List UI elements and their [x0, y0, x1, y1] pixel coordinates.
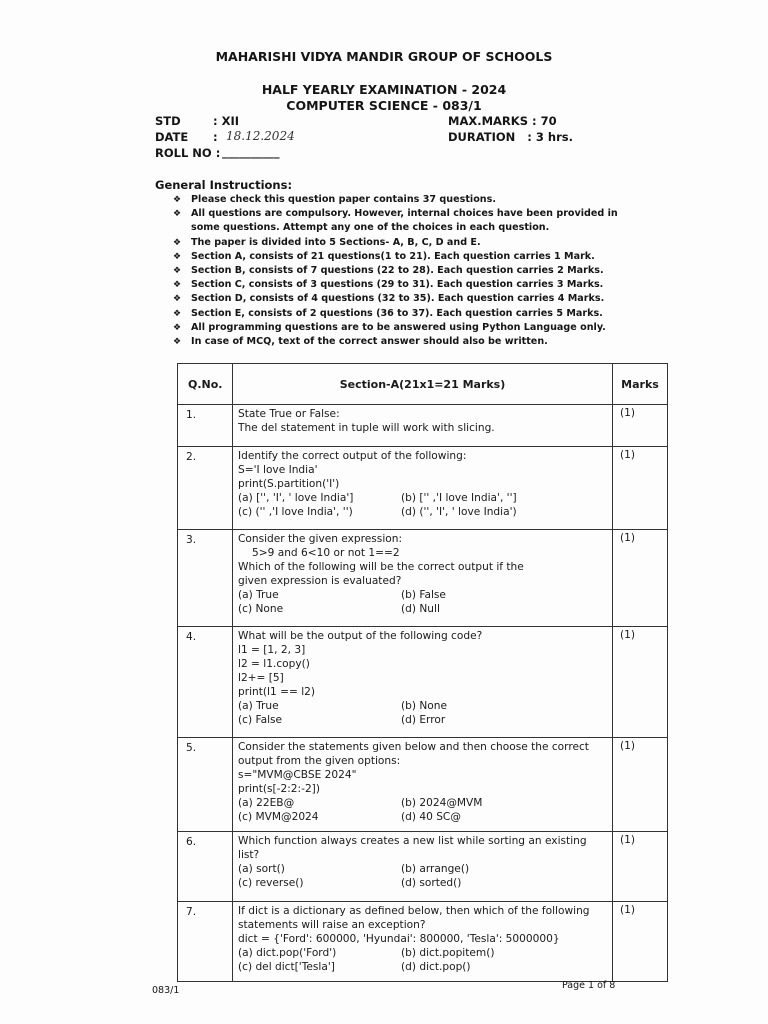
- question-line: s="MVM@CBSE 2024": [238, 769, 357, 781]
- instructions-list: [173, 193, 643, 349]
- answer-options: [238, 699, 608, 727]
- exam-title: HALF YEARLY EXAMINATION - 2024: [261, 82, 507, 97]
- question-row: [178, 832, 668, 902]
- question-marks: (1): [613, 530, 668, 627]
- option: (d) Null: [401, 603, 440, 615]
- option: (a) True: [238, 700, 279, 712]
- school-name: MAHARISHI VIDYA MANDIR GROUP OF SCHOOLS: [215, 49, 553, 64]
- question-line: What will be the output of the following code?: [238, 630, 483, 642]
- question-text: [233, 530, 613, 627]
- instruction-item: ❖ Section B, consists of 7 questions (22 to 28). Each question carries 2 Marks.: [173, 264, 643, 278]
- question-line: The del statement in tuple will work with slicing.: [238, 422, 495, 434]
- question-line: Consider the given expression:: [238, 533, 403, 545]
- question-line: State True or False:: [238, 408, 340, 420]
- max-marks: MAX.MARKS : 70: [448, 114, 557, 128]
- question-marks: (1): [613, 627, 668, 738]
- question-line: 5>9 and 6<10 or not 1==2: [252, 547, 400, 559]
- question-marks: (1): [613, 832, 668, 902]
- footer-code: 083/1: [152, 985, 180, 996]
- date-value: 18.12.2024: [226, 129, 295, 143]
- question-text: [233, 738, 613, 832]
- instruction-item: ❖ The paper is divided into 5 Sections- A, B, C, D and E.: [173, 236, 643, 250]
- question-marks: (1): [613, 405, 668, 447]
- option: (d) Error: [401, 714, 446, 726]
- option: (c) MVM@2024: [238, 811, 319, 823]
- option: (c) del dict['Tesla']: [238, 961, 335, 973]
- question-line: given expression is evaluated?: [238, 575, 402, 587]
- question-number: 4.: [178, 627, 233, 738]
- question-number: 1.: [178, 405, 233, 447]
- question-row: [178, 405, 668, 447]
- option: (d) dict.pop(): [401, 961, 471, 973]
- question-row: [178, 530, 668, 627]
- question-text: [233, 902, 613, 982]
- option: (c) ('' ,'I love India', ''): [238, 506, 353, 518]
- question-line: l2 = l1.copy(): [238, 658, 310, 670]
- question-text: [233, 405, 613, 447]
- question-line: print(l1 == l2): [238, 686, 316, 698]
- roll-label: ROLL NO :: [155, 146, 221, 160]
- question-line: Consider the statements given below and then choose the correct: [238, 741, 589, 753]
- subject-title: COMPUTER SCIENCE - 083/1: [286, 98, 482, 113]
- option: (c) reverse(): [238, 877, 304, 889]
- table-header-row: [178, 364, 668, 405]
- col-header-section: Section-A(21x1=21 Marks): [233, 364, 613, 405]
- option: (c) False: [238, 714, 283, 726]
- std-value: : XII: [213, 114, 240, 128]
- question-line: print(s[-2:2:-2]): [238, 783, 320, 795]
- question-number: 5.: [178, 738, 233, 832]
- instructions-title: General Instructions:: [155, 178, 293, 192]
- date-colon: :: [213, 130, 218, 144]
- instruction-item: ❖ All questions are compulsory. However, internal choices have been provided in some questions. Attempt any one of the choices in each question.: [173, 207, 643, 235]
- instruction-item: ❖ All programming questions are to be answered using Python Language only.: [173, 321, 643, 335]
- option: (a) dict.pop('Ford'): [238, 947, 337, 959]
- answer-options: [238, 862, 608, 890]
- option: (d) ('', 'I', ' love India'): [401, 506, 517, 518]
- question-row: [178, 902, 668, 982]
- option: (b) arrange(): [401, 863, 470, 875]
- instruction-item: ❖ Section E, consists of 2 questions (36 to 37). Each question carries 5 Marks.: [173, 307, 643, 321]
- question-marks: (1): [613, 447, 668, 530]
- question-row: [178, 738, 668, 832]
- question-line: Which of the following will be the correct output if the: [238, 561, 524, 573]
- question-line: statements will raise an exception?: [238, 919, 426, 931]
- option: (a) True: [238, 589, 279, 601]
- question-number: 3.: [178, 530, 233, 627]
- answer-options: [238, 796, 608, 824]
- question-number: 6.: [178, 832, 233, 902]
- instruction-item: ❖ Section A, consists of 21 questions(1 to 21). Each question carries 1 Mark.: [173, 250, 643, 264]
- option: (a) ['', 'I', ' love India']: [238, 492, 354, 504]
- question-line: dict = {'Ford': 600000, 'Hyundai': 800000, 'Tesla': 5000000}: [238, 933, 560, 945]
- std-label: STD: [155, 114, 181, 128]
- answer-options: [238, 946, 608, 974]
- question-text: [233, 627, 613, 738]
- option: (b) 2024@MVM: [401, 797, 483, 809]
- option: (d) 40 SC@: [401, 811, 461, 823]
- duration: DURATION : 3 hrs.: [448, 130, 573, 144]
- answer-options: [238, 588, 608, 616]
- question-marks: (1): [613, 902, 668, 982]
- question-line: list?: [238, 849, 260, 861]
- date-label: DATE: [155, 130, 189, 144]
- question-marks: (1): [613, 738, 668, 832]
- option: (b) False: [401, 589, 446, 601]
- question-line: l2+= [5]: [238, 672, 284, 684]
- option: (b) None: [401, 700, 447, 712]
- question-line: If dict is a dictionary as defined below, then which of the following: [238, 905, 590, 917]
- question-line: S='I love India': [238, 464, 318, 476]
- option: (a) sort(): [238, 863, 285, 875]
- question-line: l1 = [1, 2, 3]: [238, 644, 306, 656]
- option: (d) sorted(): [401, 877, 462, 889]
- question-line: output from the given options:: [238, 755, 401, 767]
- answer-options: [238, 491, 608, 519]
- col-header-marks: Marks: [613, 364, 668, 405]
- question-table: [177, 363, 668, 982]
- question-line: Which function always creates a new list while sorting an existing: [238, 835, 587, 847]
- option: (a) 22EB@: [238, 797, 295, 809]
- instruction-item: ❖ In case of MCQ, text of the correct answer should also be written.: [173, 335, 643, 349]
- question-line: Identify the correct output of the following:: [238, 450, 467, 462]
- question-line: print(S.partition('I'): [238, 478, 340, 490]
- question-text: [233, 447, 613, 530]
- question-number: 2.: [178, 447, 233, 530]
- question-text: [233, 832, 613, 902]
- question-row: [178, 627, 668, 738]
- instruction-item: ❖ Section D, consists of 4 questions (32 to 35). Each question carries 4 Marks.: [173, 292, 643, 306]
- option: (b) ['' ,'I love India', '']: [401, 492, 517, 504]
- question-number: 7.: [178, 902, 233, 982]
- instruction-item: ❖ Section C, consists of 3 questions (29 to 31). Each question carries 3 Marks.: [173, 278, 643, 292]
- option: (c) None: [238, 603, 284, 615]
- instruction-item: ❖ Please check this question paper contains 37 questions.: [173, 193, 643, 207]
- option: (b) dict.popitem(): [401, 947, 495, 959]
- roll-blank: __________: [222, 145, 280, 159]
- question-row: [178, 447, 668, 530]
- col-header-qno: Q.No.: [178, 364, 233, 405]
- page-number: Page 1 of 8: [562, 980, 616, 991]
